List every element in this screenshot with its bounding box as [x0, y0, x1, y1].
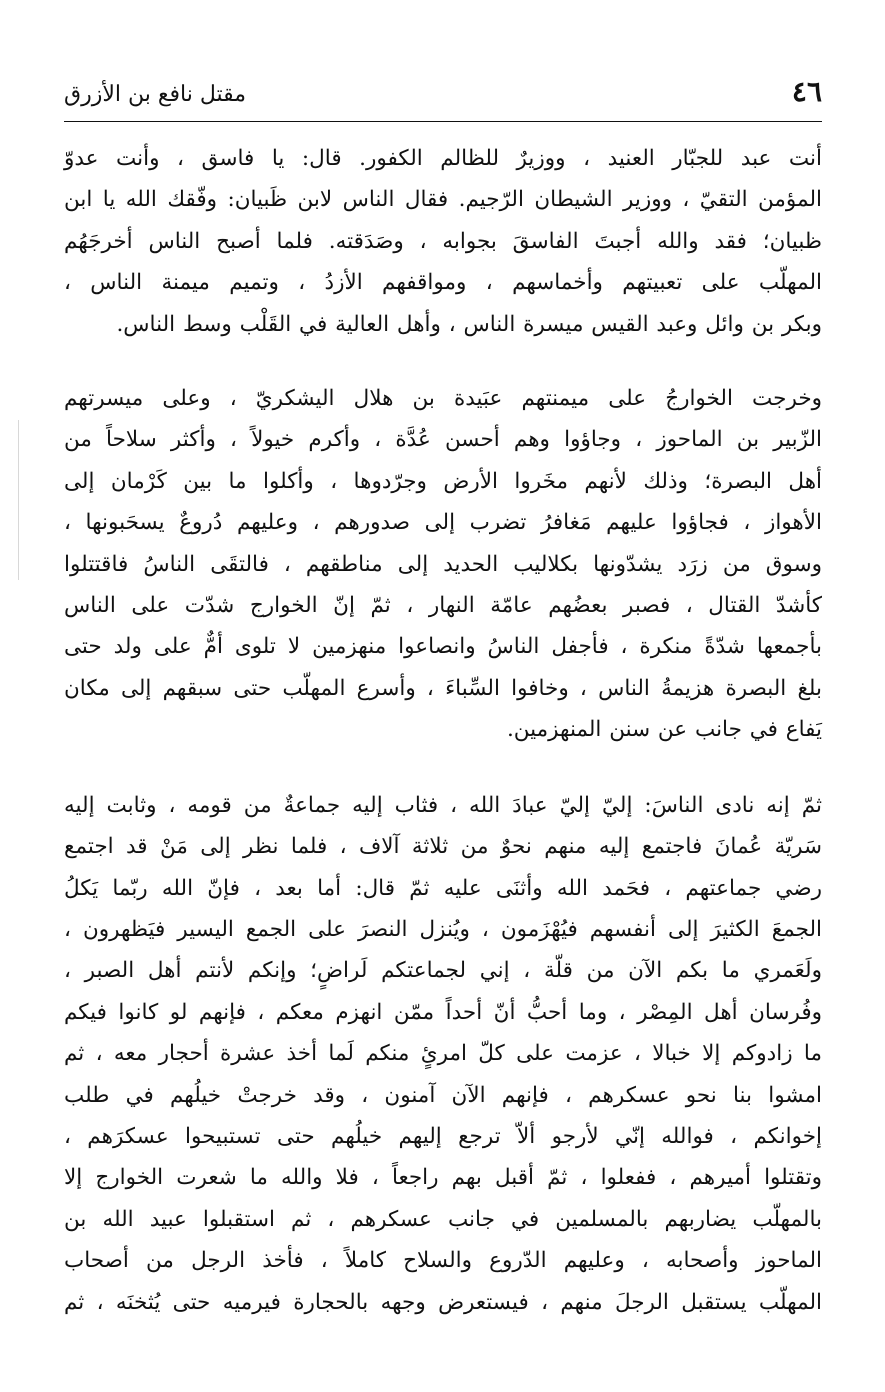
paragraph-gap: [64, 751, 822, 785]
text-line: ما زادوكم إلا خبالا ، عزمت على كلّ امرئٍ منكم لَما أخذ عشرة أحجار معه ، ثم: [64, 1041, 822, 1067]
body-text: [64, 138, 822, 1323]
text-line: أهل البصرة؛ وذلك لأنهم مخَروا الأرض وجرّدوها ، وأكلوا ما بين كَرْمان إلى: [64, 468, 822, 494]
text-line: سَريّة عُمانَ فاجتمع إليه منهم نحوٌ من ثلاثة آلاف ، فلما نظر إلى مَنْ قد اجتمع: [64, 834, 822, 860]
text-line: امشوا بنا نحو عسكرهم ، فإنهم الآن آمنون ، وقد خرجتْ خيلُهم في طلب: [64, 1082, 822, 1108]
header-divider: [64, 121, 822, 122]
text-line: وخرجت الخوارجُ على ميمنتهم عبَيدة بن هلال اليشكريّ ، وعلى ميسرتهم: [64, 386, 822, 412]
scan-margin-mark: [18, 420, 19, 580]
text-line: ولَعَمري ما بكم الآن من قلّة ، إني لجماعتكم لَراضٍ؛ وإنكم لأنتم أهل الصبر ،: [64, 958, 822, 984]
paragraph-gap: [64, 345, 822, 378]
text-line: رضي جماعتهم ، فحَمد الله وأثنَى عليه ثمّ قال: أما بعد ، فإنّ الله ربّما يَكلُ: [64, 875, 822, 901]
text-line: كأشدّ القتال ، فصبر بعضُهم عامّة النهار ، ثمّ إنّ الخوارج شدّت على الناس: [64, 593, 822, 619]
running-title: مقتل نافع بن الأزرق: [64, 82, 247, 107]
page-number: ٤٦: [791, 75, 822, 108]
text-line: ظبيان؛ فقد والله أجبتَ الفاسقَ بجوابه ، وصَدَقته. فلما أصبح الناس أخرجَهُم: [64, 228, 822, 254]
text-line: المؤمن التقيّ ، ووزير الشيطان الرّجيم. فقال الناس لابن ظَبيان: وفّقك الله يا ابن: [64, 187, 822, 213]
paragraph-3: [64, 785, 822, 1323]
paragraph-1: [64, 138, 822, 345]
text-line: وفُرسان أهل المِصْر ، وما أحبُّ أنّ أحداً ممّن انهزم معكم ، فإنهم لو كانوا فيكم: [64, 999, 822, 1025]
text-line: وتقتلوا أميرهم ، ففعلوا ، ثمّ أقبل بهم راجعاً ، فلا والله ما شعرت الخوارج إلا: [64, 1165, 822, 1191]
text-line: ثمّ إنه نادى الناسَ: إليّ إليّ عبادَ الله ، فثاب إليه جماعةٌ من قومه ، وثابت إليه: [64, 792, 822, 818]
text-line: وبكر بن وائل وعبد القيس ميسرة الناس ، وأهل العالية في القَلْب وسط الناس.: [116, 311, 822, 337]
text-line: الزّبير بن الماحوز ، وجاؤوا وهم أحسن عُدَّة ، وأكرم خيولاً ، وأكثر سلاحاً من: [64, 427, 822, 453]
text-line: المهلّب على تعبيتهم وأخماسهم ، ومواقفهم الأزدُ ، وتميم ميمنة الناس ،: [64, 270, 822, 296]
page-header: [64, 74, 822, 114]
paragraph-2: [64, 378, 822, 751]
text-line: بأجمعها شدّةً منكرة ، فأجفل الناسُ وانصاعوا منهزمين لا تلوى أمٌّ على ولد حتى: [64, 634, 822, 660]
text-line: يَفاع في جانب عن سنن المنهزمين.: [506, 717, 822, 743]
text-line: وسوق من زرَد يشدّونها بكلاليب الحديد إلى مناطقهم ، فالتقَى الناسُ فاقتتلوا: [64, 551, 822, 577]
text-line: أنت عبد للجبّار العنيد ، ووزيرٌ للظالم الكفور. قال: يا فاسق ، وأنت عدوّ: [64, 146, 822, 171]
text-line: الجمعَ الكثيرَ إلى أنفسهم فيُهْزَمون ، ويُنزل النصرَ على الجمع اليسير فيَظهرون ،: [64, 916, 822, 942]
text-line: بالمهلّب يضاربهم بالمسلمين في جانب عسكرهم ، ثم استقبلوا عبيد الله بن: [64, 1206, 822, 1232]
text-line: المهلّب يستقبل الرجلَ منهم ، فيستعرض وجهه بالحجارة فيرميه حتى يُثخنَه ، ثم: [64, 1289, 822, 1315]
text-line: الأهواز ، فجاؤوا عليهم مَغافرُ تضرب إلى صدورهم ، وعليهم دُروعٌ يسحَبونها ،: [64, 510, 822, 536]
text-line: إخوانكم ، فوالله إنّي لأرجو ألاّ ترجع إليهم خيلُهم حتى تستبيحوا عسكرَهم ،: [64, 1123, 822, 1149]
text-line: الماحوز وأصحابه ، وعليهم الدّروع والسلاح كاملاً ، فأخذ الرجل من أصحاب: [64, 1248, 822, 1274]
text-line: بلغ البصرة هزيمةُ الناس ، وخافوا السِّباءَ ، وأسرع المهلّب حتى سبقهم إلى مكان: [64, 675, 822, 701]
